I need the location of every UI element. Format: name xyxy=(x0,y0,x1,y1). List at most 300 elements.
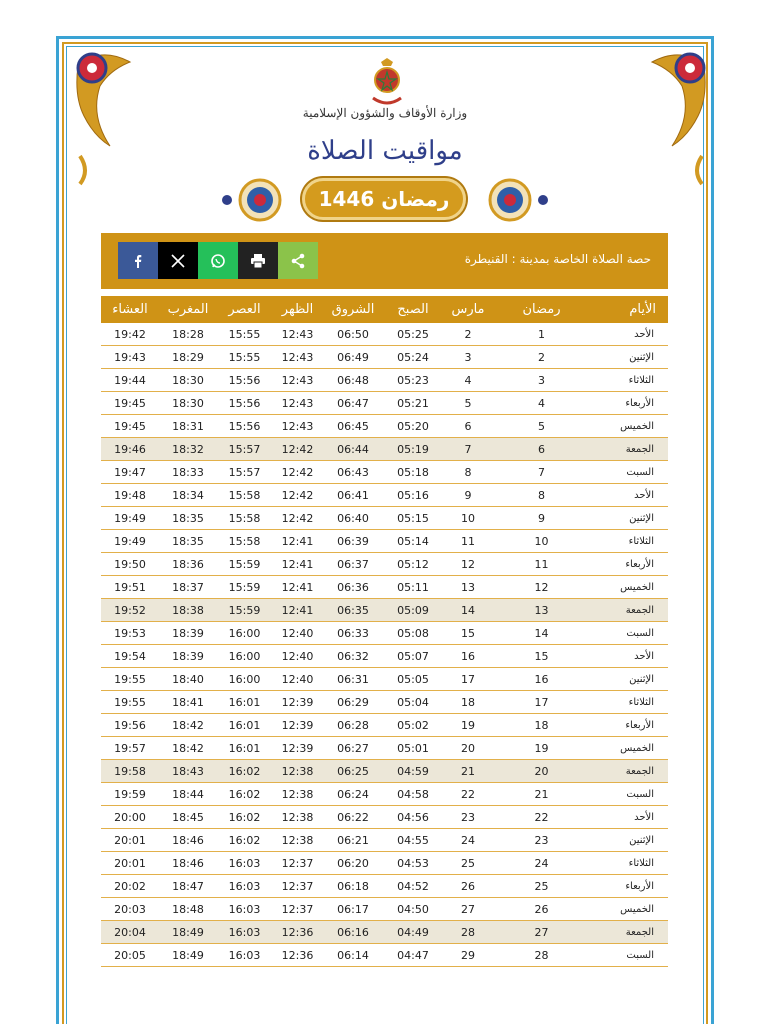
day-cell: الأربعاء xyxy=(590,392,668,415)
table-cell: 18:36 xyxy=(159,553,217,576)
table-cell: 06:17 xyxy=(323,898,383,921)
table-row xyxy=(101,369,668,392)
table-cell: 20:01 xyxy=(101,829,159,852)
ramadan-year-banner: رمضان 1446 xyxy=(302,178,466,220)
table-cell: 18 xyxy=(443,691,493,714)
table-cell: 15:59 xyxy=(217,576,272,599)
table-cell: 20:03 xyxy=(101,898,159,921)
table-cell: 06:49 xyxy=(323,346,383,369)
table-cell: 06:22 xyxy=(323,806,383,829)
table-cell: 15:56 xyxy=(217,392,272,415)
table-cell: 17 xyxy=(493,691,590,714)
table-cell: 19:45 xyxy=(101,415,159,438)
table-cell: 19:58 xyxy=(101,760,159,783)
table-row xyxy=(101,806,668,829)
table-cell: 06:25 xyxy=(323,760,383,783)
table-cell: 12:43 xyxy=(272,392,323,415)
table-cell: 19:57 xyxy=(101,737,159,760)
table-row xyxy=(101,944,668,967)
table-cell: 20:01 xyxy=(101,852,159,875)
column-header: العصر xyxy=(217,296,272,323)
day-cell: الجمعة xyxy=(590,760,668,783)
day-cell: السبت xyxy=(590,461,668,484)
table-cell: 18:49 xyxy=(159,921,217,944)
table-cell: 05:12 xyxy=(383,553,443,576)
table-cell: 20:04 xyxy=(101,921,159,944)
table-cell: 18:32 xyxy=(159,438,217,461)
table-cell: 18:47 xyxy=(159,875,217,898)
table-row xyxy=(101,415,668,438)
table-cell: 05:14 xyxy=(383,530,443,553)
table-cell: 18:38 xyxy=(159,599,217,622)
table-row xyxy=(101,645,668,668)
table-cell: 15 xyxy=(443,622,493,645)
table-row xyxy=(101,392,668,415)
table-cell: 23 xyxy=(493,829,590,852)
table-cell: 06:41 xyxy=(323,484,383,507)
table-cell: 12:41 xyxy=(272,599,323,622)
table-cell: 2 xyxy=(443,323,493,346)
day-cell: الجمعة xyxy=(590,599,668,622)
table-cell: 18:28 xyxy=(159,323,217,346)
prayer-times-table xyxy=(101,296,668,967)
day-cell: السبت xyxy=(590,944,668,967)
table-cell: 12:38 xyxy=(272,760,323,783)
table-cell: 27 xyxy=(493,921,590,944)
table-cell: 17 xyxy=(443,668,493,691)
table-cell: 22 xyxy=(493,806,590,829)
table-cell: 12:42 xyxy=(272,461,323,484)
table-cell: 6 xyxy=(443,415,493,438)
table-cell: 12:42 xyxy=(272,438,323,461)
table-cell: 04:59 xyxy=(383,760,443,783)
table-cell: 16:01 xyxy=(217,714,272,737)
day-cell: الأحد xyxy=(590,806,668,829)
table-cell: 20 xyxy=(493,760,590,783)
table-cell: 18:31 xyxy=(159,415,217,438)
table-cell: 12:41 xyxy=(272,576,323,599)
day-cell: الثلاثاء xyxy=(590,369,668,392)
table-cell: 16 xyxy=(493,668,590,691)
table-cell: 05:23 xyxy=(383,369,443,392)
table-cell: 16:03 xyxy=(217,898,272,921)
table-cell: 05:11 xyxy=(383,576,443,599)
table-cell: 06:28 xyxy=(323,714,383,737)
table-cell: 25 xyxy=(493,875,590,898)
table-cell: 12:43 xyxy=(272,323,323,346)
table-cell: 5 xyxy=(493,415,590,438)
table-cell: 16 xyxy=(443,645,493,668)
table-cell: 12:36 xyxy=(272,921,323,944)
table-cell: 25 xyxy=(443,852,493,875)
table-cell: 19 xyxy=(493,737,590,760)
table-cell: 20 xyxy=(443,737,493,760)
table-row xyxy=(101,323,668,346)
table-row xyxy=(101,668,668,691)
table-cell: 18:34 xyxy=(159,484,217,507)
table-cell: 06:14 xyxy=(323,944,383,967)
day-cell: الأحد xyxy=(590,323,668,346)
table-cell: 12:37 xyxy=(272,898,323,921)
table-cell: 06:36 xyxy=(323,576,383,599)
day-cell: الجمعة xyxy=(590,921,668,944)
table-row xyxy=(101,760,668,783)
table-cell: 16:02 xyxy=(217,760,272,783)
table-cell: 19:44 xyxy=(101,369,159,392)
table-cell: 19:50 xyxy=(101,553,159,576)
share-button[interactable] xyxy=(278,242,318,279)
table-cell: 12 xyxy=(443,553,493,576)
table-row xyxy=(101,530,668,553)
table-cell: 12:37 xyxy=(272,875,323,898)
column-header: الشروق xyxy=(323,296,383,323)
facebook-share-button[interactable] xyxy=(118,242,158,279)
day-cell: الثلاثاء xyxy=(590,530,668,553)
table-cell: 05:15 xyxy=(383,507,443,530)
table-cell: 21 xyxy=(493,783,590,806)
table-cell: 5 xyxy=(443,392,493,415)
table-cell: 05:16 xyxy=(383,484,443,507)
table-cell: 9 xyxy=(443,484,493,507)
table-cell: 18:46 xyxy=(159,829,217,852)
table-cell: 22 xyxy=(443,783,493,806)
table-cell: 19:59 xyxy=(101,783,159,806)
table-cell: 15:56 xyxy=(217,369,272,392)
table-cell: 16:02 xyxy=(217,829,272,852)
table-cell: 15:58 xyxy=(217,484,272,507)
table-cell: 12:40 xyxy=(272,645,323,668)
table-cell: 05:24 xyxy=(383,346,443,369)
table-cell: 06:40 xyxy=(323,507,383,530)
table-cell: 16:02 xyxy=(217,806,272,829)
day-cell: الإثنين xyxy=(590,346,668,369)
table-cell: 12:39 xyxy=(272,691,323,714)
table-cell: 05:02 xyxy=(383,714,443,737)
table-cell: 8 xyxy=(443,461,493,484)
table-cell: 06:43 xyxy=(323,461,383,484)
table-cell: 05:25 xyxy=(383,323,443,346)
x-share-button[interactable] xyxy=(158,242,198,279)
table-row xyxy=(101,346,668,369)
corner-ornament-left xyxy=(70,46,140,186)
day-cell: الإثنين xyxy=(590,668,668,691)
day-cell: الإثنين xyxy=(590,507,668,530)
print-button[interactable] xyxy=(238,242,278,279)
print-icon xyxy=(250,253,266,269)
table-row xyxy=(101,852,668,875)
table-cell: 19:47 xyxy=(101,461,159,484)
table-cell: 18:45 xyxy=(159,806,217,829)
table-cell: 18:40 xyxy=(159,668,217,691)
table-cell: 05:07 xyxy=(383,645,443,668)
city-label: حصة الصلاة الخاصة بمدينة : القنيطرة xyxy=(464,252,651,266)
table-cell: 1 xyxy=(493,323,590,346)
table-cell: 18:41 xyxy=(159,691,217,714)
day-cell: الخميس xyxy=(590,576,668,599)
table-cell: 19:45 xyxy=(101,392,159,415)
day-cell: السبت xyxy=(590,783,668,806)
table-cell: 3 xyxy=(493,369,590,392)
table-cell: 19:43 xyxy=(101,346,159,369)
table-cell: 19:52 xyxy=(101,599,159,622)
whatsapp-icon xyxy=(210,253,226,269)
table-cell: 04:49 xyxy=(383,921,443,944)
table-cell: 06:35 xyxy=(323,599,383,622)
table-cell: 15:57 xyxy=(217,438,272,461)
table-row xyxy=(101,576,668,599)
table-cell: 04:47 xyxy=(383,944,443,967)
table-cell: 12:41 xyxy=(272,553,323,576)
facebook-icon xyxy=(131,254,145,268)
day-cell: الأحد xyxy=(590,484,668,507)
day-cell: الخميس xyxy=(590,737,668,760)
table-cell: 21 xyxy=(443,760,493,783)
table-row xyxy=(101,461,668,484)
table-cell: 06:27 xyxy=(323,737,383,760)
ornament-dot xyxy=(538,195,548,205)
table-cell: 18:48 xyxy=(159,898,217,921)
day-cell: الأربعاء xyxy=(590,875,668,898)
table-cell: 16:00 xyxy=(217,645,272,668)
table-row xyxy=(101,599,668,622)
table-cell: 6 xyxy=(493,438,590,461)
table-cell: 14 xyxy=(443,599,493,622)
table-cell: 4 xyxy=(443,369,493,392)
table-row xyxy=(101,553,668,576)
table-cell: 29 xyxy=(443,944,493,967)
table-cell: 18:33 xyxy=(159,461,217,484)
table-cell: 12:43 xyxy=(272,369,323,392)
table-cell: 18:35 xyxy=(159,530,217,553)
table-cell: 15:58 xyxy=(217,507,272,530)
table-cell: 26 xyxy=(493,898,590,921)
table-cell: 18 xyxy=(493,714,590,737)
table-cell: 06:37 xyxy=(323,553,383,576)
table-cell: 06:47 xyxy=(323,392,383,415)
table-cell: 18:44 xyxy=(159,783,217,806)
table-cell: 24 xyxy=(493,852,590,875)
column-header: مارس xyxy=(443,296,493,323)
table-cell: 06:21 xyxy=(323,829,383,852)
table-cell: 12:38 xyxy=(272,783,323,806)
table-cell: 06:20 xyxy=(323,852,383,875)
table-cell: 28 xyxy=(443,921,493,944)
table-cell: 15:59 xyxy=(217,599,272,622)
table-cell: 20:00 xyxy=(101,806,159,829)
table-cell: 19:54 xyxy=(101,645,159,668)
table-cell: 16:00 xyxy=(217,668,272,691)
table-cell: 15 xyxy=(493,645,590,668)
column-header: المغرب xyxy=(159,296,217,323)
rosette-ornament-icon xyxy=(488,178,532,222)
day-cell: الأربعاء xyxy=(590,714,668,737)
table-cell: 13 xyxy=(443,576,493,599)
table-row xyxy=(101,921,668,944)
table-cell: 18:35 xyxy=(159,507,217,530)
share-icon xyxy=(290,253,306,269)
table-cell: 12:38 xyxy=(272,806,323,829)
table-row xyxy=(101,691,668,714)
table-cell: 06:44 xyxy=(323,438,383,461)
table-cell: 06:48 xyxy=(323,369,383,392)
ornament-dot xyxy=(222,195,232,205)
table-cell: 7 xyxy=(493,461,590,484)
table-cell: 13 xyxy=(493,599,590,622)
table-cell: 12:37 xyxy=(272,852,323,875)
table-cell: 3 xyxy=(443,346,493,369)
table-cell: 12:43 xyxy=(272,346,323,369)
column-header: الصبح xyxy=(383,296,443,323)
table-row xyxy=(101,714,668,737)
table-cell: 16:03 xyxy=(217,944,272,967)
table-cell: 18:39 xyxy=(159,645,217,668)
table-cell: 18:49 xyxy=(159,944,217,967)
table-header-row xyxy=(101,296,668,323)
table-cell: 16:02 xyxy=(217,783,272,806)
table-cell: 06:50 xyxy=(323,323,383,346)
table-cell: 12:36 xyxy=(272,944,323,967)
table-cell: 16:03 xyxy=(217,875,272,898)
table-cell: 16:03 xyxy=(217,852,272,875)
table-cell: 18:37 xyxy=(159,576,217,599)
table-cell: 23 xyxy=(443,806,493,829)
table-cell: 04:56 xyxy=(383,806,443,829)
table-row xyxy=(101,438,668,461)
table-cell: 19:49 xyxy=(101,507,159,530)
table-cell: 12:39 xyxy=(272,737,323,760)
table-cell: 06:18 xyxy=(323,875,383,898)
moroccan-coat-of-arms-icon xyxy=(369,58,405,108)
table-cell: 10 xyxy=(443,507,493,530)
table-cell: 06:24 xyxy=(323,783,383,806)
table-cell: 04:50 xyxy=(383,898,443,921)
table-row xyxy=(101,898,668,921)
table-cell: 18:39 xyxy=(159,622,217,645)
table-cell: 05:08 xyxy=(383,622,443,645)
column-header: الظهر xyxy=(272,296,323,323)
table-cell: 18:42 xyxy=(159,714,217,737)
table-cell: 15:56 xyxy=(217,415,272,438)
day-cell: الثلاثاء xyxy=(590,691,668,714)
table-cell: 19:48 xyxy=(101,484,159,507)
table-cell: 18:42 xyxy=(159,737,217,760)
table-cell: 18:43 xyxy=(159,760,217,783)
share-buttons xyxy=(118,242,318,279)
table-cell: 20:02 xyxy=(101,875,159,898)
column-header: رمضان xyxy=(493,296,590,323)
table-cell: 06:33 xyxy=(323,622,383,645)
table-cell: 06:29 xyxy=(323,691,383,714)
day-cell: الجمعة xyxy=(590,438,668,461)
day-cell: الخميس xyxy=(590,898,668,921)
table-cell: 05:21 xyxy=(383,392,443,415)
table-cell: 12:41 xyxy=(272,530,323,553)
table-cell: 27 xyxy=(443,898,493,921)
table-cell: 06:39 xyxy=(323,530,383,553)
table-row xyxy=(101,783,668,806)
table-row xyxy=(101,507,668,530)
table-cell: 15:59 xyxy=(217,553,272,576)
column-header: الأيام xyxy=(590,296,668,323)
rosette-ornament-icon xyxy=(238,178,282,222)
table-cell: 06:32 xyxy=(323,645,383,668)
table-cell: 15:55 xyxy=(217,323,272,346)
table-cell: 18:46 xyxy=(159,852,217,875)
table-cell: 9 xyxy=(493,507,590,530)
day-cell: الثلاثاء xyxy=(590,852,668,875)
table-cell: 04:58 xyxy=(383,783,443,806)
table-cell: 12:42 xyxy=(272,484,323,507)
table-cell: 18:30 xyxy=(159,392,217,415)
table-cell: 19:46 xyxy=(101,438,159,461)
whatsapp-share-button[interactable] xyxy=(198,242,238,279)
table-cell: 16:01 xyxy=(217,691,272,714)
table-cell: 28 xyxy=(493,944,590,967)
table-cell: 05:20 xyxy=(383,415,443,438)
table-cell: 16:01 xyxy=(217,737,272,760)
ministry-name: وزارة الأوقاف والشؤون الإسلامية xyxy=(302,106,468,120)
table-cell: 06:45 xyxy=(323,415,383,438)
table-cell: 05:09 xyxy=(383,599,443,622)
table-cell: 11 xyxy=(443,530,493,553)
table-cell: 8 xyxy=(493,484,590,507)
corner-ornament-right xyxy=(642,46,712,186)
day-cell: الأحد xyxy=(590,645,668,668)
table-cell: 19:55 xyxy=(101,691,159,714)
table-cell: 16:00 xyxy=(217,622,272,645)
table-cell: 19:53 xyxy=(101,622,159,645)
table-cell: 12:43 xyxy=(272,415,323,438)
day-cell: الأربعاء xyxy=(590,553,668,576)
table-cell: 18:29 xyxy=(159,346,217,369)
table-cell: 05:01 xyxy=(383,737,443,760)
table-cell: 15:58 xyxy=(217,530,272,553)
x-icon xyxy=(171,254,185,268)
table-cell: 26 xyxy=(443,875,493,898)
day-cell: السبت xyxy=(590,622,668,645)
table-cell: 19:55 xyxy=(101,668,159,691)
table-cell: 19:49 xyxy=(101,530,159,553)
table-cell: 2 xyxy=(493,346,590,369)
table-cell: 19 xyxy=(443,714,493,737)
table-row xyxy=(101,875,668,898)
table-cell: 20:05 xyxy=(101,944,159,967)
table-cell: 12:40 xyxy=(272,668,323,691)
day-cell: الإثنين xyxy=(590,829,668,852)
table-cell: 19:56 xyxy=(101,714,159,737)
table-cell: 12:40 xyxy=(272,622,323,645)
table-cell: 18:30 xyxy=(159,369,217,392)
table-row xyxy=(101,829,668,852)
table-cell: 15:57 xyxy=(217,461,272,484)
table-cell: 15:55 xyxy=(217,346,272,369)
table-cell: 04:52 xyxy=(383,875,443,898)
table-cell: 10 xyxy=(493,530,590,553)
table-cell: 7 xyxy=(443,438,493,461)
table-cell: 19:42 xyxy=(101,323,159,346)
table-cell: 16:03 xyxy=(217,921,272,944)
column-header: العشاء xyxy=(101,296,159,323)
table-row xyxy=(101,737,668,760)
page-title: مواقيت الصلاة xyxy=(307,136,463,166)
table-cell: 05:04 xyxy=(383,691,443,714)
table-cell: 06:31 xyxy=(323,668,383,691)
table-row xyxy=(101,484,668,507)
table-cell: 12:39 xyxy=(272,714,323,737)
table-cell: 19:51 xyxy=(101,576,159,599)
table-cell: 06:16 xyxy=(323,921,383,944)
table-cell: 04:53 xyxy=(383,852,443,875)
